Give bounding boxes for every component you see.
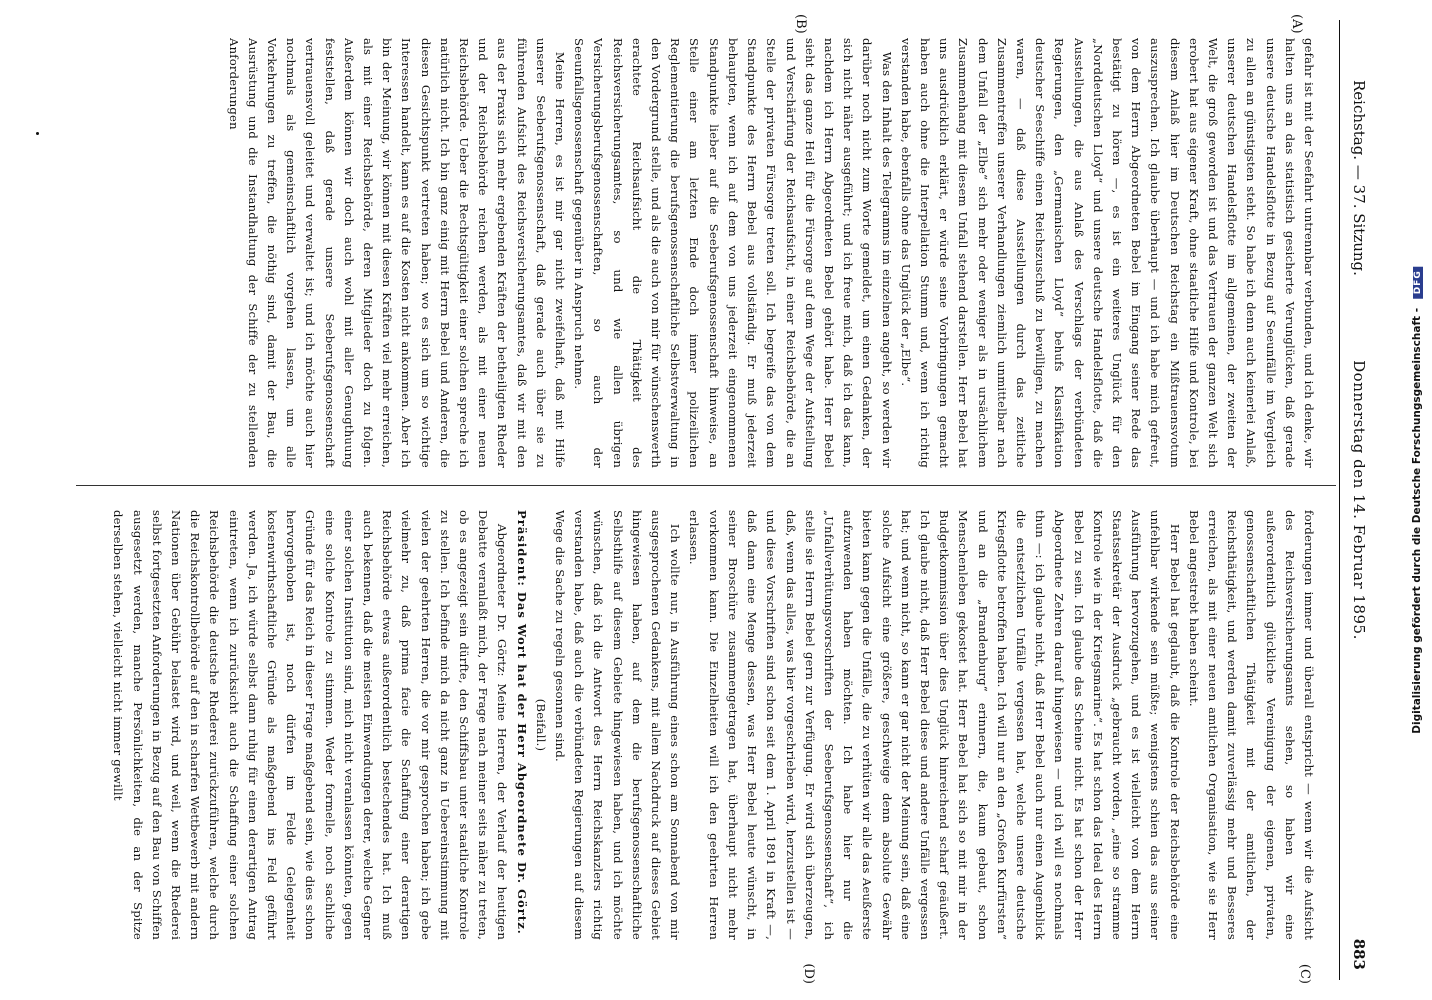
margin-marker-d: (D)	[801, 963, 816, 984]
credit-label: Digitalisierung gefördert durch die Deutsche Forschungsgemeinschaft -	[1411, 307, 1423, 734]
paragraph: Was den Inhalt des Telegramms im einzelnen angeht, so werden wir darüber noch nicht zum Worte gemeldet, um einen Gedanken, der sich nicht näher ausgeführt; und ich freue mich, daß ich das kann, nachdem ich Herrn Abgeordneten Bebel gehört habe. Herr Bebel sieht das ganze Heil für die Fürsorge auf dem Wege der Aufstellung und Verschärfung der Reichsaufsicht, in einer Reichsbehörde, die an Stelle der privaten Fürsorge treten soll. Ich begreife das von dem Standpunkte des Herrn Bebel aus vollständig. Er muß jederzeit behaupten, wenn ich auf dem von uns jederzeit eingenommenen Standpunkte lieber auf die Seeberufsgenossenschaft hinweise, an Stelle einer am letzten Ende doch immer polizeilichen Reglementierung die berufsgenossenschaftliche Selbstverwaltung in den Vordergrund stelle, und als die auch von mir für wünschenswerth erachtete Reichsaufsicht die Thätigkeit des Reichsversicherungsamtes, so und wie allen übrigen Versicherungsberufsgenossenschaften, so auch der Seeunfallsgenossenschaft gegenüber in Anspruch nehme.	[572, 38, 894, 468]
margin-marker-c: (C)	[1297, 963, 1312, 984]
president-speaker-line: Präsident: Das Wort hat der Herr Abgeordnete Dr. Görtz.	[514, 510, 529, 935]
digitization-credit-bar	[1406, 0, 1428, 1000]
text-column-left	[76, 38, 1318, 468]
paragraph: Ich wollte nur, in Ausführung eines schon am Sonnabend von mir ausgesprochenen Gedankens, mit allem Nachdruck auf dieses Gebiet hingewiesen haben, auf dem die berufsgenossenschaftliche Selbsthilfe auf diesem Gebiete hingewiesen haben, und ich möchte wünschen, daß ich die Antwort des Herrn Reichskanzlers richtig verstanden habe, daß auch die verbündeten Regierungen auf diesem Wege die Sache zu regeln gesonnen sind.	[553, 510, 683, 940]
credit-text	[1411, 266, 1423, 733]
rotated-page-content	[56, 14, 1376, 984]
applause-note: (Beifall.)	[533, 698, 548, 752]
header-date: Donnerstag den 14. Februar 1895.	[1350, 360, 1368, 640]
running-header	[1339, 20, 1376, 980]
paragraph: forderungen immer und überall entspricht — wenn wir die Aufsicht des Reichsversicherungsamts sehen, so haben wir eine außerordentlich glückliche Vereinigung der eigenen, privaten, genossenschaftlichen Thätigkeit mit der amtlichen, der Reichsthätigkeit, und werden damit zuverlässig mehr und Besseres erreichen, als mit einer neuen amtlichen Organisation, wie sie Herr Bebel angestrebt haben scheint.	[1186, 510, 1316, 940]
ink-speck	[36, 132, 39, 135]
dfg-logo: DFG	[1413, 266, 1423, 298]
paragraph: Meine Herren, es ist mir gar nicht zweifelhaft, daß mit Hilfe unserer Seeberufsgenossenschaft, daß gerade auch über sie zu führenden Aufsicht des Reichsversicherungsamtes, daß wir mit den aus der Praxis sich mehr ergebenden Kräften der betheiligten Rheder und der Reichsbehörde reichen werden, als mit einer neuen Reichsbehörde. Ueber die Rechtsgültigkeit einer solchen spreche ich natürlich nicht. Ich bin ganz einig mit Herrn Bebel und Anderen, die diesen Gesichtspunkt vertreten haben; wo es sich um so wichtige Interessen handelt, kann es auf die Kosten nicht ankommen. Aber ich bin der Meinung, wir können mit diesen Kräften viel mehr erreichen, als mit einer Reichsbehörde, deren Mitglieder doch zu folgen. Außerdem können wir doch auch wohl mit aller Genugthuung feststellen, daß gerade unsere Seeberufsgenossenschaft vertrauensvoll geleitet und verwaltet ist; und ich möchte auch hier nochmals als gemeinschaftlich vorgehen lassen, um alle Vorkehrungen zu treffen, die nöthig sind, damit der Bau, die Ausrüstung und die Instandhaltung der Schiffe der zu stellenden Anforderungen	[226, 38, 568, 468]
text-column-right	[76, 510, 1318, 940]
header-left: Reichstag. — 37. Sitzung.	[1350, 80, 1368, 276]
margin-marker-b: (B)	[793, 14, 808, 34]
paragraph: Herr Bebel hat geglaubt, daß die Kontrole der Reichsbehörde eine unfehlbar wirkende sein müßte; wenigstens schien das aus seiner Ausführung hervorzugehen, und es ist vielleicht von dem Herrn Staatssekretär der Ausdruck „gebraucht worden, „eine so stramme Kontrole wie in der Kriegsmarine“. Es hat schon das Ideal des Herrn Bebel zu sein. Ich glaube das Scheine nicht. Es hat schon der Herr Abgeordnete Zehren darauf hingewiesen — und ich will es nochmals thun —: ich glaube nicht, daß Herr Bebel auch nur einen Augenblick die entsetzlichen Unfälle vergessen hat, welche unsere deutsche Kriegsflotte betroffen haben. Ich will nur an den „Großen Kurfürsten“ und an die „Brandenburg“ erinnern, die, kaum gebaut, schon Menschenleben gekostet hat. Herr Bebel hat sich so mit mir in der Budgetkommission über dies Unglück hinreichend scharf geäußert. Ich glaube nicht, daß Herr Bebel diese und andere Unfälle vergessen hat; und wenn nicht, so kann er gar nicht der Meinung sein, daß eine solche Aufsicht eine größere, geschweige denn absolute Gewähr bieten kann gegen die Unfälle, die zu verhüten wir alle das Aeußerste aufzuwenden haben möchten. Ich habe hier nur die „Unfallverhütungsvorschriften der Seeberufsgenossenschaft“, ich stelle sie Herrn Bebel gern zur Verfügung. Er wird sich überzeugen, daß, wenn das alles, was hier vorgeschrieben wird, herzustellen ist — und diese Vorschriften sind schon seit dem 1. April 1891 in Kraft —, daß dann eine Menge dessen, was Herr Bebel heute wünscht, in seiner Broschüre zusammengetragen hat, überhaupt nicht mehr vorkommen kann. Die Einzelheiten will ich den geehrten Herren erlassen.	[687, 510, 1182, 940]
paragraph: gefahr ist mit der Seefahrt untrennbar verbunden, und ich denke, wir halten uns an das statistisch gesicherte Verunglücken, daß gerade unsere deutsche Handelsflotte in Bezug auf Seeunfälle im Vergleich zu allen an günstigsten steht. So habe ich denn auch keinerlei Anlaß, unserer deutschen Handelsflotte im allgemeinen, der zweiten der Welt, die groß geworden ist und das Vertrauen der ganzen Welt sich erobert hat aus eigener Kraft, ohne staatliche Hilfe und Kontrole, bei diesem Anlaß hier im Deutschen Reichstag ein Mißtrauensvotum auszusprechen. Ich glaube überhaupt — und ich habe mich gefreut, von dem Herrn Abgeordneten Bebel im Eingang seiner Rede das bestätigt zu hören —, es ist ein weiteres Unglück für den „Norddeutschen Lloyd“ und unsere deutsche Handelsflotte, daß die Ausstellungen, die aus Anlaß des Verschlags der verbündeten Regierungen, den „Germanischen Lloyd“ behufs Klassifikation deutscher Seeschiffe einen Reichszuschuß zu bewilligen, zu machen waren, — daß diese Ausstellungen durch das zeitliche Zusammentreffen unserer Verhandlungen ziemlich unmittelbar nach dem Unfall der „Elbe“ sich mehr oder weniger als in ursächlichem Zusammenhang mit diesem Unfall stehend darstellen. Herr Bebel hat uns ausdrücklich erklärt, er würde seine Vorbringungen gemacht haben auch ohne die Interpellation Stumm und, wenn ich richtig verstanden habe, ebenfalls ohne das Unglück der „Elbe“.	[898, 38, 1316, 468]
margin-marker-a: (A)	[1289, 14, 1304, 34]
page-number: 883	[1350, 938, 1368, 970]
paragraph: Abgeordneter Dr. Görtz: Meine Herren, der Verlauf der heutigen Debatte veranlaßt mich, der Frage nach meiner seits näher zu treten, ob es angezeigt sein dürfte, den Schiffsbau unter staatliche Kontrole zu stellen. Ich befinde mich da nicht ganz in Uebereinstimmung mit vielen der geehrten Herren, die vor mir gesprochen haben; ich gebe vielmehr zu, daß prima facie die Schaffung einer derartigen Reichsbehörde etwas außerordentlich bestechendes hat. Ich muß auch bekennen, daß die meisten Einwendungen derer, welche Gegner einer solchen Institution sind, mich nicht veranlassen könnten, gegen eine solche Kontrole zu stimmen. Weder formelle, noch sachliche Gründe für das Reich in dieser Frage maßgebend sein, wie dies schon hervorgehoben ist, noch dürfen im Felde Gelegenheit kostenwirthschaftliche Gründe als maßgebend ins Feld geführt werden. Ja, ich würde selbst dann ruhig für einen derartigen Antrag eintreten, wenn ich zurücksicht auch die Schaffung einer solchen Reichsbehörde die deutsche Rhederei zurückzuführen, welche durch die Reichskontrollbehörde auf den in scharfen Wettbewerb mit andern Nationen über Gebühr belastet wird, und weil, wenn die Rhederei selbst fortgesetzten Anforderungen in Bezug auf den Bau von Schiffen ausgesetzt werden, manche Persönlichkeiten, die an der Spitze derselben stehen, vielleicht nicht immer gewillt	[111, 510, 510, 940]
column-divider	[76, 485, 1336, 486]
